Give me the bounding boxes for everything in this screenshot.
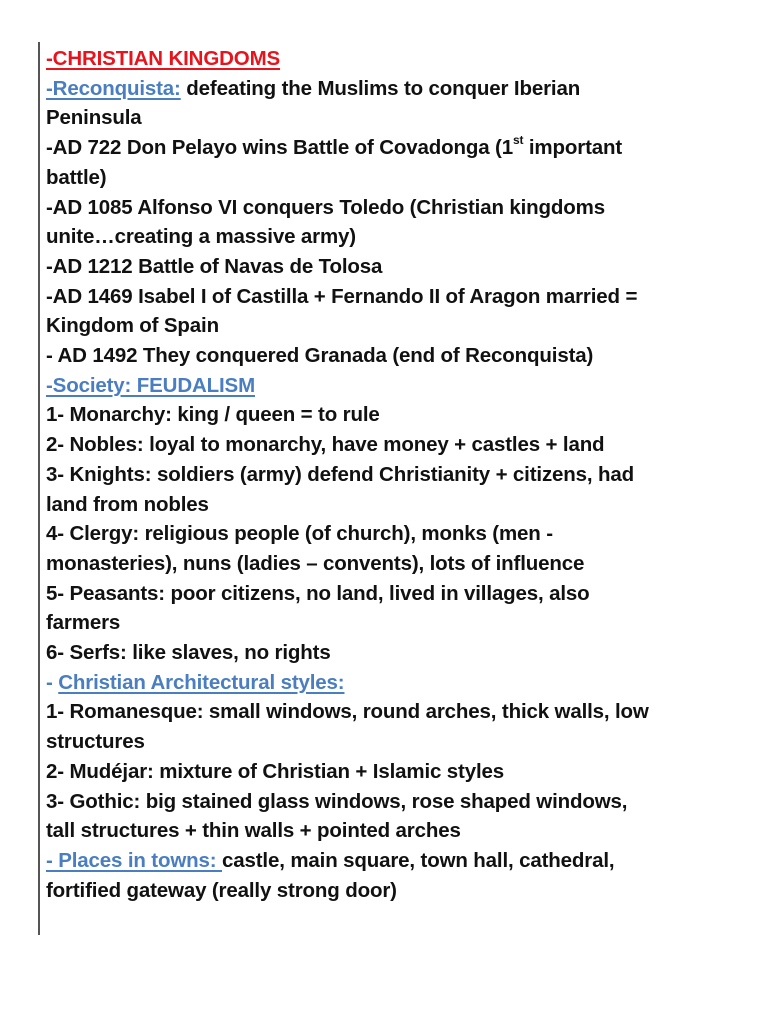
architecture-romanesque: 1- Romanesque: small windows, round arches, thick walls, low [46, 700, 649, 724]
event-722-text: -AD 722 Don Pelayo wins Battle of Covadonga (1 [46, 136, 513, 160]
event-1469-cont: Kingdom of Spain [46, 314, 219, 338]
notes-content [46, 44, 758, 905]
places-text-cont: fortified gateway (really strong door) [46, 878, 397, 902]
ordinal-superscript: st [512, 133, 524, 148]
event-722-cont: battle) [46, 165, 107, 189]
reconquista-definition-cont: Peninsula [46, 106, 142, 130]
society-knights: 3- Knights: soldiers (army) defend Christianity + citizens, had [46, 462, 635, 486]
society-nobles: 2- Nobles: loyal to monarchy, have money + castles + land [46, 433, 605, 457]
society-peasants: 5- Peasants: poor citizens, no land, lived in villages, also [46, 581, 590, 605]
reconquista-definition: defeating the Muslims to conquer Iberian [180, 76, 581, 100]
society-knights-cont: land from nobles [46, 492, 209, 516]
event-722 [46, 133, 758, 163]
architecture-gothic: 3- Gothic: big stained glass windows, rose shaped windows, [46, 789, 628, 813]
event-1085-cont: unite…creating a massive army) [46, 225, 356, 249]
architecture-heading: Christian Architectural styles: [58, 670, 345, 694]
event-1469: -AD 1469 Isabel I of Castilla + Fernando II of Aragon married = [46, 284, 638, 308]
doc-title: -CHRISTIAN KINGDOMS [46, 47, 281, 70]
architecture-heading-line [46, 668, 758, 698]
event-722-text-cont: important [523, 136, 623, 160]
event-1492: - AD 1492 They conquered Granada (end of Reconquista) [46, 344, 594, 368]
architecture-gothic-cont: tall structures + thin walls + pointed arches [46, 819, 461, 843]
society-heading: -Society: FEUDALISM [46, 373, 255, 397]
places-line [46, 846, 758, 876]
architecture-dash: - [46, 670, 59, 694]
doc-title-line [46, 44, 758, 74]
places-heading: - Places in towns: [46, 848, 222, 872]
places-text: castle, main square, town hall, cathedral, [222, 848, 615, 872]
architecture-mudejar: 2- Mudéjar: mixture of Christian + Islamic styles [46, 759, 505, 783]
society-peasants-cont: farmers [46, 611, 121, 635]
margin-line [38, 42, 40, 935]
event-1085: -AD 1085 Alfonso VI conquers Toledo (Christian kingdoms [46, 195, 605, 219]
society-serfs: 6- Serfs: like slaves, no rights [46, 641, 331, 665]
society-clergy: 4- Clergy: religious people (of church), monks (men - [46, 522, 553, 546]
event-1212: -AD 1212 Battle of Navas de Tolosa [46, 254, 383, 278]
society-clergy-cont: monasteries), nuns (ladies – convents), lots of influence [46, 551, 585, 575]
reconquista-heading: -Reconquista: [46, 76, 181, 100]
architecture-romanesque-cont: structures [46, 730, 145, 754]
society-monarchy: 1- Monarchy: king / queen = to rule [46, 403, 380, 427]
reconquista-line [46, 74, 758, 104]
society-heading-line [46, 371, 758, 401]
